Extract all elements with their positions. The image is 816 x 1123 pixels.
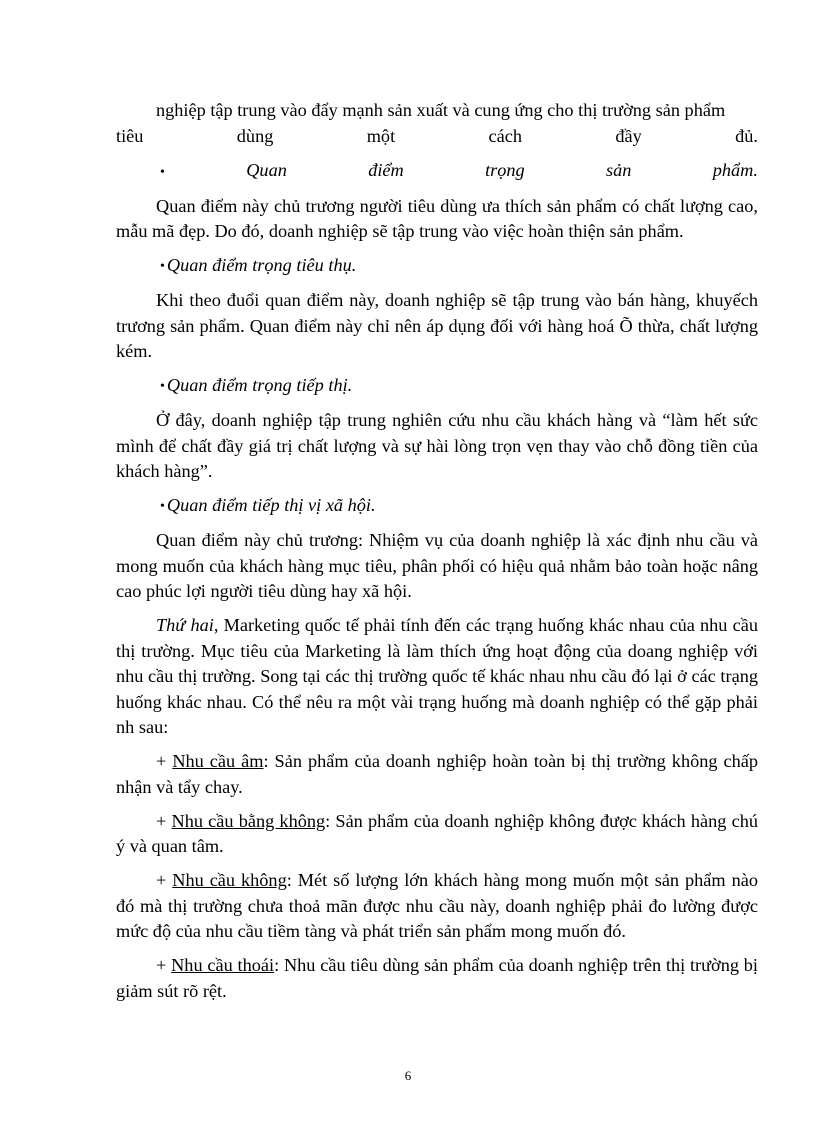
list-item-prefix: +	[156, 751, 173, 771]
list-item	[116, 749, 758, 800]
paragraph: Quan điểm này chủ trương người tiêu dùng ưa thích sản phẩm có chất lượng cao, mẫu mã đẹp. Do đó, doanh nghiệp sẽ tập trung vào việc hoàn thiện sản phẩm.	[116, 195, 758, 241]
list-item-text: : Nhu cầu tiêu dùng sản phẩm của doanh nghiệp trên thị trường bị giảm sút rõ rệt.	[116, 955, 758, 1001]
heading-societal-view	[116, 493, 758, 520]
list-item	[116, 809, 758, 860]
word: dùng	[236, 125, 274, 146]
paragraph-text: , Marketing quốc tế phải tính đến các trạng huống khác nhau của nhu cầu thị trường. Mục tiêu của Marketing là làm thích ứng hoạt động của doang nghiệp với nhu cầu thị trường. Song tại các thị trường quốc tế khác nhau nhu cầu đó lại ở các trạng huống khác nhau. Có thể nêu ra một vài trạng huống mà doanh nghiệp có thể gặp phải nh sau:	[116, 615, 758, 737]
heading-text: Quan điểm tiếp thị vị xã hội.	[166, 495, 376, 515]
heading-text: Quan điểm trọng tiếp thị.	[166, 375, 353, 395]
page-number: 6	[404, 1068, 412, 1083]
list-item	[116, 953, 758, 1004]
list-item-term: Nhu cầu âm	[172, 751, 264, 771]
list-item-text: : Sản phẩm của doanh nghiệp không được khách hàng chú ý và quan tâm.	[116, 810, 758, 856]
heading-product-view	[116, 158, 758, 186]
paragraph: Khi theo đuổi quan điểm này, doanh nghiệp sẽ tập trung vào bán hàng, khuyếch trương sản phẩm. Quan điểm này chỉ nên áp dụng đối với hàng hoá Õ thừa, chất lượng kém.	[116, 290, 758, 361]
bullet-icon: •	[160, 164, 165, 180]
list-item	[116, 868, 758, 945]
paragraph	[116, 613, 758, 741]
word: trọng	[485, 159, 525, 180]
bullet-icon: •	[160, 379, 165, 394]
text-line-justified	[116, 124, 758, 150]
word: phẩm.	[712, 159, 758, 180]
word: sản	[606, 159, 632, 180]
list-item-text: : Mét số lượng lớn khách hàng mong muốn một sản phẩm nào đó mà thị trường chưa thoả mãn được nhu cầu này, doanh nghiệp phải đo lường được mức độ của nhu cầu tiềm tàng và phát triển sản phẩm mong muốn đó.	[116, 870, 758, 941]
paragraph: Quan điểm này chủ trương: Nhiệm vụ của doanh nghiệp là xác định nhu cầu và mong muốn của khách hàng mục tiêu, phân phối có hiệu quả nhằm bảo toàn hoặc nâng cao phúc lợi người tiêu dùng hay xã hội.	[116, 530, 758, 601]
list-item-term: Nhu cầu bằng không	[171, 810, 326, 831]
word: một	[366, 125, 396, 146]
list-item-term: Nhu cầu thoái	[171, 955, 275, 975]
word: điểm	[368, 159, 404, 180]
list-item-prefix: +	[156, 955, 172, 975]
paragraph-lead: Thứ hai	[156, 615, 214, 635]
paragraph-continuation	[116, 98, 758, 149]
heading-marketing-view	[116, 373, 758, 400]
word: đầy	[615, 125, 642, 146]
word: đủ.	[735, 125, 758, 146]
list-item-text: : Sản phẩm của doanh nghiệp hoàn toàn bị thị trường không chấp nhận và tẩy chay.	[116, 751, 759, 797]
bullet-icon: •	[160, 499, 165, 514]
heading-line-justified	[160, 158, 758, 186]
word: Quan	[246, 159, 287, 180]
word: cách	[488, 125, 522, 146]
list-item-term: Nhu cầu không	[172, 870, 287, 890]
body-text	[116, 98, 758, 1013]
paragraph: Ở đây, doanh nghiệp tập trung nghiên cứu nhu cầu khách hàng và “làm hết sức mình để chất đầy giá trị chất lượng và sự hài lòng trọn vẹn thay vào chỗ đồng tiền của khách hàng”.	[116, 410, 758, 481]
word: tiêu	[116, 125, 144, 146]
bullet-icon: •	[160, 259, 165, 274]
list-item-prefix: +	[156, 810, 172, 831]
heading-text: Quan điểm trọng tiêu thụ.	[166, 255, 357, 275]
list-item-prefix: +	[156, 870, 173, 890]
text-line: nghiệp tập trung vào đẩy mạnh sản xuất và cung ứng cho thị trường sản phẩm	[156, 100, 726, 120]
heading-sales-view	[116, 253, 758, 280]
